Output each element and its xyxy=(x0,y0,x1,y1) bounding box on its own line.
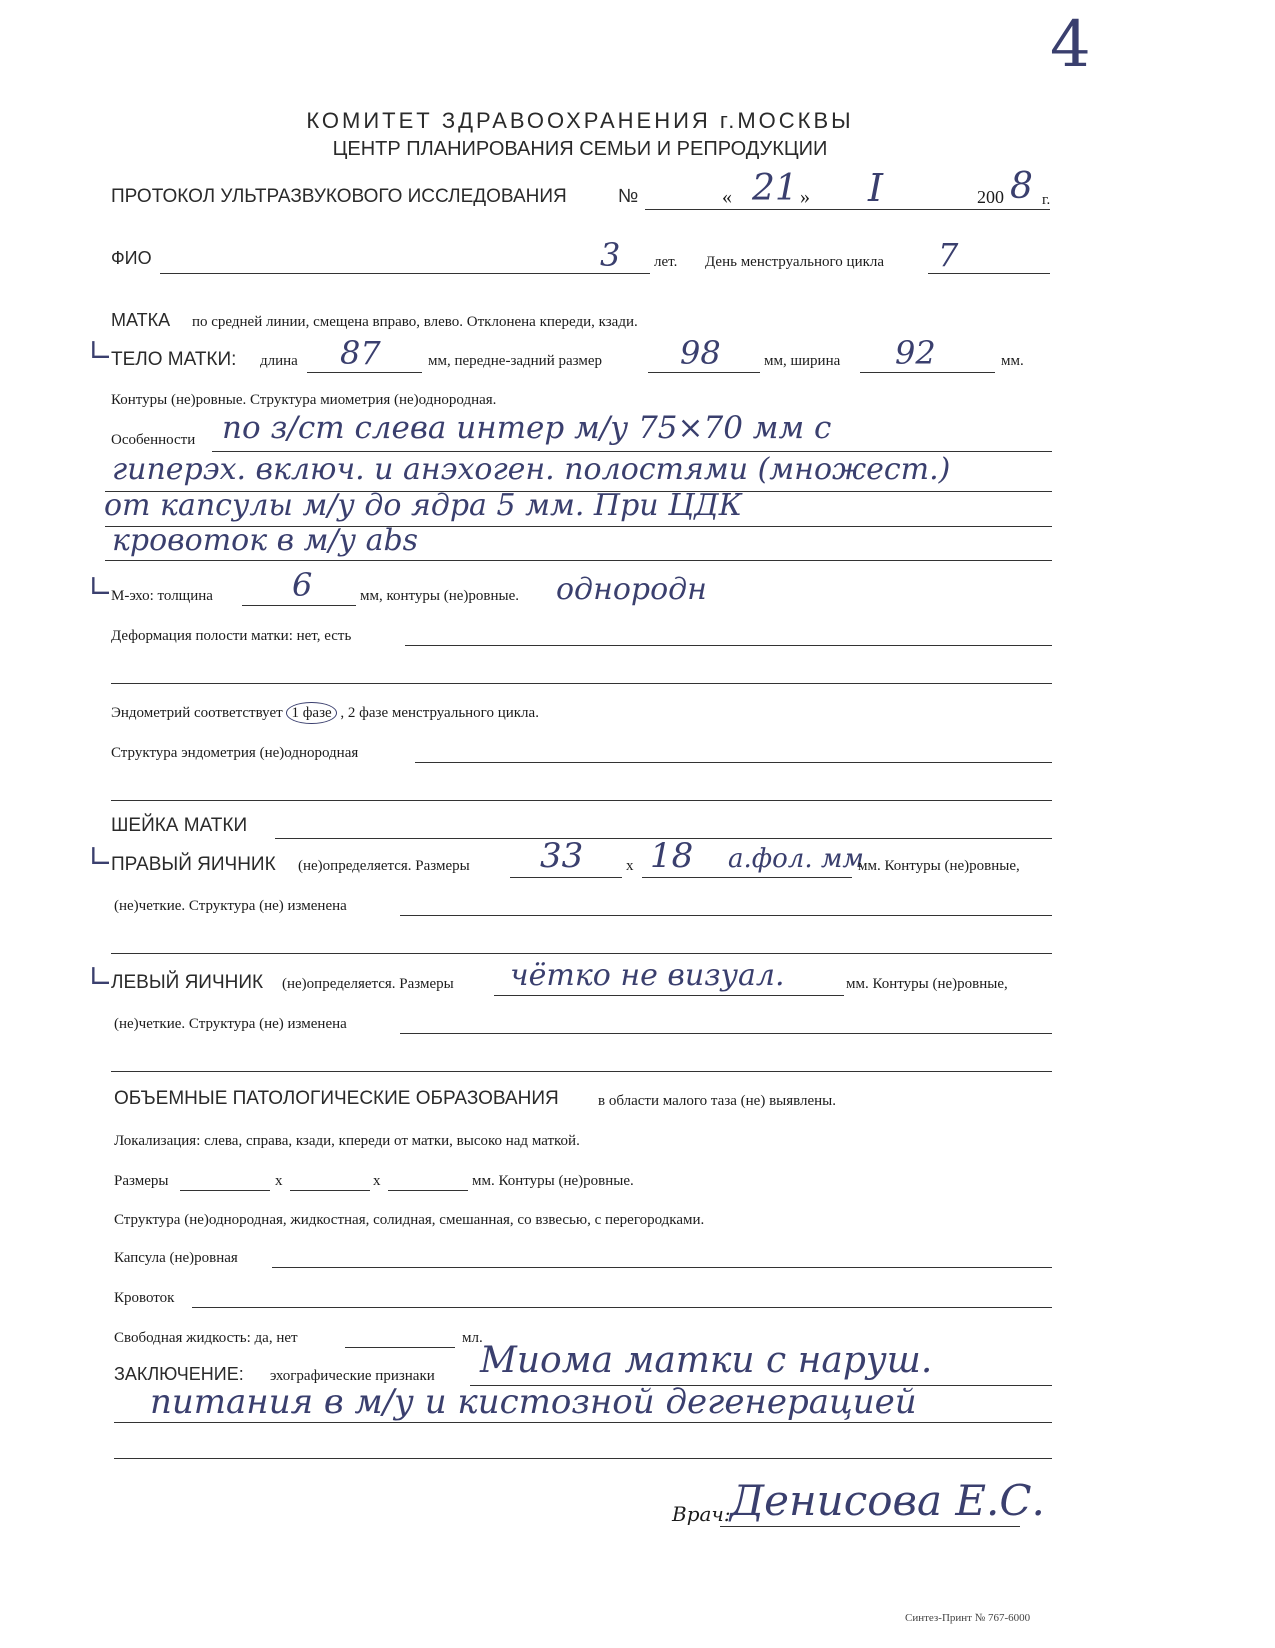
fio-line xyxy=(160,273,650,274)
quote-close: » xyxy=(800,186,810,208)
sizes-suffix: мм. Контуры (не)ровные. xyxy=(472,1173,634,1189)
endometrium-line-2 xyxy=(111,800,1052,801)
uterus-position: по средней линии, смещена вправо, влево. Отклонена кпереди, кзади. xyxy=(192,314,638,330)
number-label: № xyxy=(618,186,639,207)
cycle-day: 7 xyxy=(938,236,959,274)
cervix-title: ШЕЙКА МАТКИ xyxy=(111,815,248,836)
m-echo-hw: однородн xyxy=(556,572,707,607)
conclusion-line-3 xyxy=(114,1458,1052,1459)
features-hw-3: от капсулы м/у до ядра 5 мм. При ЦДК xyxy=(104,488,742,523)
features-hw-1: по з/ст слева интер м/у 75×70 мм с xyxy=(222,410,832,446)
deformation-line-2 xyxy=(111,683,1052,684)
uterus-width: 92 xyxy=(895,334,936,372)
right-ovary-line-4 xyxy=(111,953,1052,954)
patient-age: 3 xyxy=(600,236,621,274)
width-line xyxy=(860,372,995,373)
right-ovary-structure: (не)четкие. Структура (не) изменена xyxy=(114,898,347,914)
ml-label: мл. xyxy=(462,1330,483,1346)
year-unit: г. xyxy=(1042,192,1051,208)
uterus-length: 87 xyxy=(340,334,381,372)
length-line xyxy=(307,372,422,373)
m-echo-line xyxy=(242,605,356,606)
uterus-title: МАТКА xyxy=(111,310,171,330)
deformation-label: Деформация полости матки: нет, есть xyxy=(111,628,352,644)
pathology-structure: Структура (не)однородная, жидкостная, солидная, смешанная, со взвесью, с перегородками. xyxy=(114,1212,705,1228)
phase-pre: Эндометрий соответствует xyxy=(111,705,283,721)
endometrium-line xyxy=(415,762,1052,763)
phase-1-circled: 1 фазе xyxy=(286,702,336,724)
right-ovary-detect: (не)определяется. Размеры xyxy=(298,858,470,874)
conclusion-label-suffix: эхографические признаки xyxy=(270,1368,435,1384)
left-ovary-detect: (не)определяется. Размеры xyxy=(282,976,454,992)
right-ovary-line-2 xyxy=(642,877,852,878)
conclusion-label: ЗАКЛЮЧЕНИЕ: xyxy=(114,1364,244,1384)
mm-label: мм. xyxy=(1001,353,1024,369)
size-x-1: х xyxy=(275,1173,283,1189)
right-ovary-x: х xyxy=(626,858,634,874)
features-label: Особенности xyxy=(111,432,196,448)
left-ovary-hw: чётко не визуал. xyxy=(510,958,785,993)
m-echo-thickness: 6 xyxy=(292,566,313,604)
phase-post: , 2 фазе менструального цикла. xyxy=(340,705,539,721)
endometrium-phase xyxy=(111,705,539,722)
page-number: 4 xyxy=(1050,8,1091,82)
uterus-ap: 98 xyxy=(680,334,721,372)
free-fluid-line xyxy=(345,1347,455,1348)
protocol-day: 21 xyxy=(752,168,798,209)
features-hw-4: кровоток в м/у abs xyxy=(112,523,419,558)
right-ovary-hw: а.фол. мм xyxy=(728,844,864,874)
check-mark-uterus: ∟ xyxy=(88,334,114,369)
left-ovary-line-3 xyxy=(111,1071,1052,1072)
pathology-title: ОБЪЕМНЫЕ ПАТОЛОГИЧЕСКИЕ ОБРАЗОВАНИЯ xyxy=(114,1088,559,1109)
check-mark-mecho: ∟ xyxy=(88,570,114,605)
protocol-month: I xyxy=(868,166,884,210)
size-line-1 xyxy=(180,1190,270,1191)
conclusion-line-2 xyxy=(114,1422,1052,1423)
length-label: длина xyxy=(260,353,298,369)
age-unit: лет. xyxy=(654,254,678,270)
myometrium-contours: Контуры (не)ровные. Структура миометрия (не)однородная. xyxy=(111,392,497,408)
committee-title: КОМИТЕТ ЗДРАВООХРАНЕНИЯ г.МОСКВЫ xyxy=(306,108,854,133)
conclusion-hw-1: Миома матки с наруш. xyxy=(480,1340,933,1381)
endometrium-structure: Структура эндометрия (не)однородная xyxy=(111,745,359,761)
left-ovary-contours: мм. Контуры (не)ровные, xyxy=(846,976,1008,992)
right-ovary-size-2: 18 xyxy=(650,836,694,876)
center-title: ЦЕНТР ПЛАНИРОВАНИЯ СЕМЬИ И РЕПРОДУКЦИИ xyxy=(332,138,828,160)
capsule-label: Капсула (не)ровная xyxy=(114,1250,238,1266)
print-info: Синтез-Принт № 767-6000 xyxy=(905,1612,1031,1624)
doctor-label: Врач: xyxy=(672,1502,731,1526)
features-hw-2: гиперэх. включ. и анэхоген. полостями (множест.) xyxy=(112,452,951,487)
size-x-2: х xyxy=(373,1173,381,1189)
pathology-title-suffix: в области малого таза (не) выявлены. xyxy=(598,1093,837,1109)
blood-flow-label: Кровоток xyxy=(114,1290,175,1306)
protocol-line xyxy=(645,209,1050,210)
width-label: мм, ширина xyxy=(764,353,841,369)
left-ovary-line xyxy=(494,995,844,996)
left-ovary-title: ЛЕВЫЙ ЯИЧНИК xyxy=(111,972,264,993)
ap-line xyxy=(648,372,760,373)
size-line-3 xyxy=(388,1190,468,1191)
right-ovary-contours: мм. Контуры (не)ровные, xyxy=(858,858,1020,874)
m-echo-label: М-эхо: толщина xyxy=(111,588,213,604)
cycle-day-label: День менструального цикла xyxy=(705,254,885,270)
protocol-title: ПРОТОКОЛ УЛЬТРАЗВУКОВОГО ИССЛЕДОВАНИЯ xyxy=(111,186,567,207)
right-ovary-line-3 xyxy=(400,915,1052,916)
uterus-body-title: ТЕЛО МАТКИ: xyxy=(111,349,237,370)
size-line-2 xyxy=(290,1190,370,1191)
year-prefix: 200 xyxy=(977,187,1004,207)
conclusion-hw-2: питания в м/у и кистозной дегенерацией xyxy=(150,1382,917,1422)
blood-flow-line xyxy=(192,1307,1052,1308)
sizes-label: Размеры xyxy=(114,1173,169,1189)
right-ovary-size-1: 33 xyxy=(540,836,584,876)
deformation-line xyxy=(405,645,1052,646)
m-echo-suffix: мм, контуры (не)ровные. xyxy=(360,588,519,604)
doctor-line xyxy=(720,1526,1020,1527)
free-fluid-label: Свободная жидкость: да, нет xyxy=(114,1330,298,1346)
ap-label: мм, передне-задний размер xyxy=(428,353,603,369)
capsule-line xyxy=(272,1267,1052,1268)
check-mark-right-ovary: ∟ xyxy=(88,840,114,875)
year-suffix: 8 xyxy=(1010,166,1033,207)
right-ovary-title: ПРАВЫЙ ЯИЧНИК xyxy=(111,854,276,875)
left-ovary-line-2 xyxy=(400,1033,1052,1034)
right-ovary-line-1 xyxy=(510,877,622,878)
quote-open: « xyxy=(722,186,732,208)
doctor-signature: Денисова Е.С. xyxy=(730,1476,1045,1525)
left-ovary-structure: (не)четкие. Структура (не) изменена xyxy=(114,1016,347,1032)
features-line-4 xyxy=(105,560,1052,561)
fio-label: ФИО xyxy=(111,248,152,268)
check-mark-left-ovary: ∟ xyxy=(88,960,114,995)
localization: Локализация: слева, справа, кзади, кпереди от матки, высоко над маткой. xyxy=(114,1133,580,1149)
